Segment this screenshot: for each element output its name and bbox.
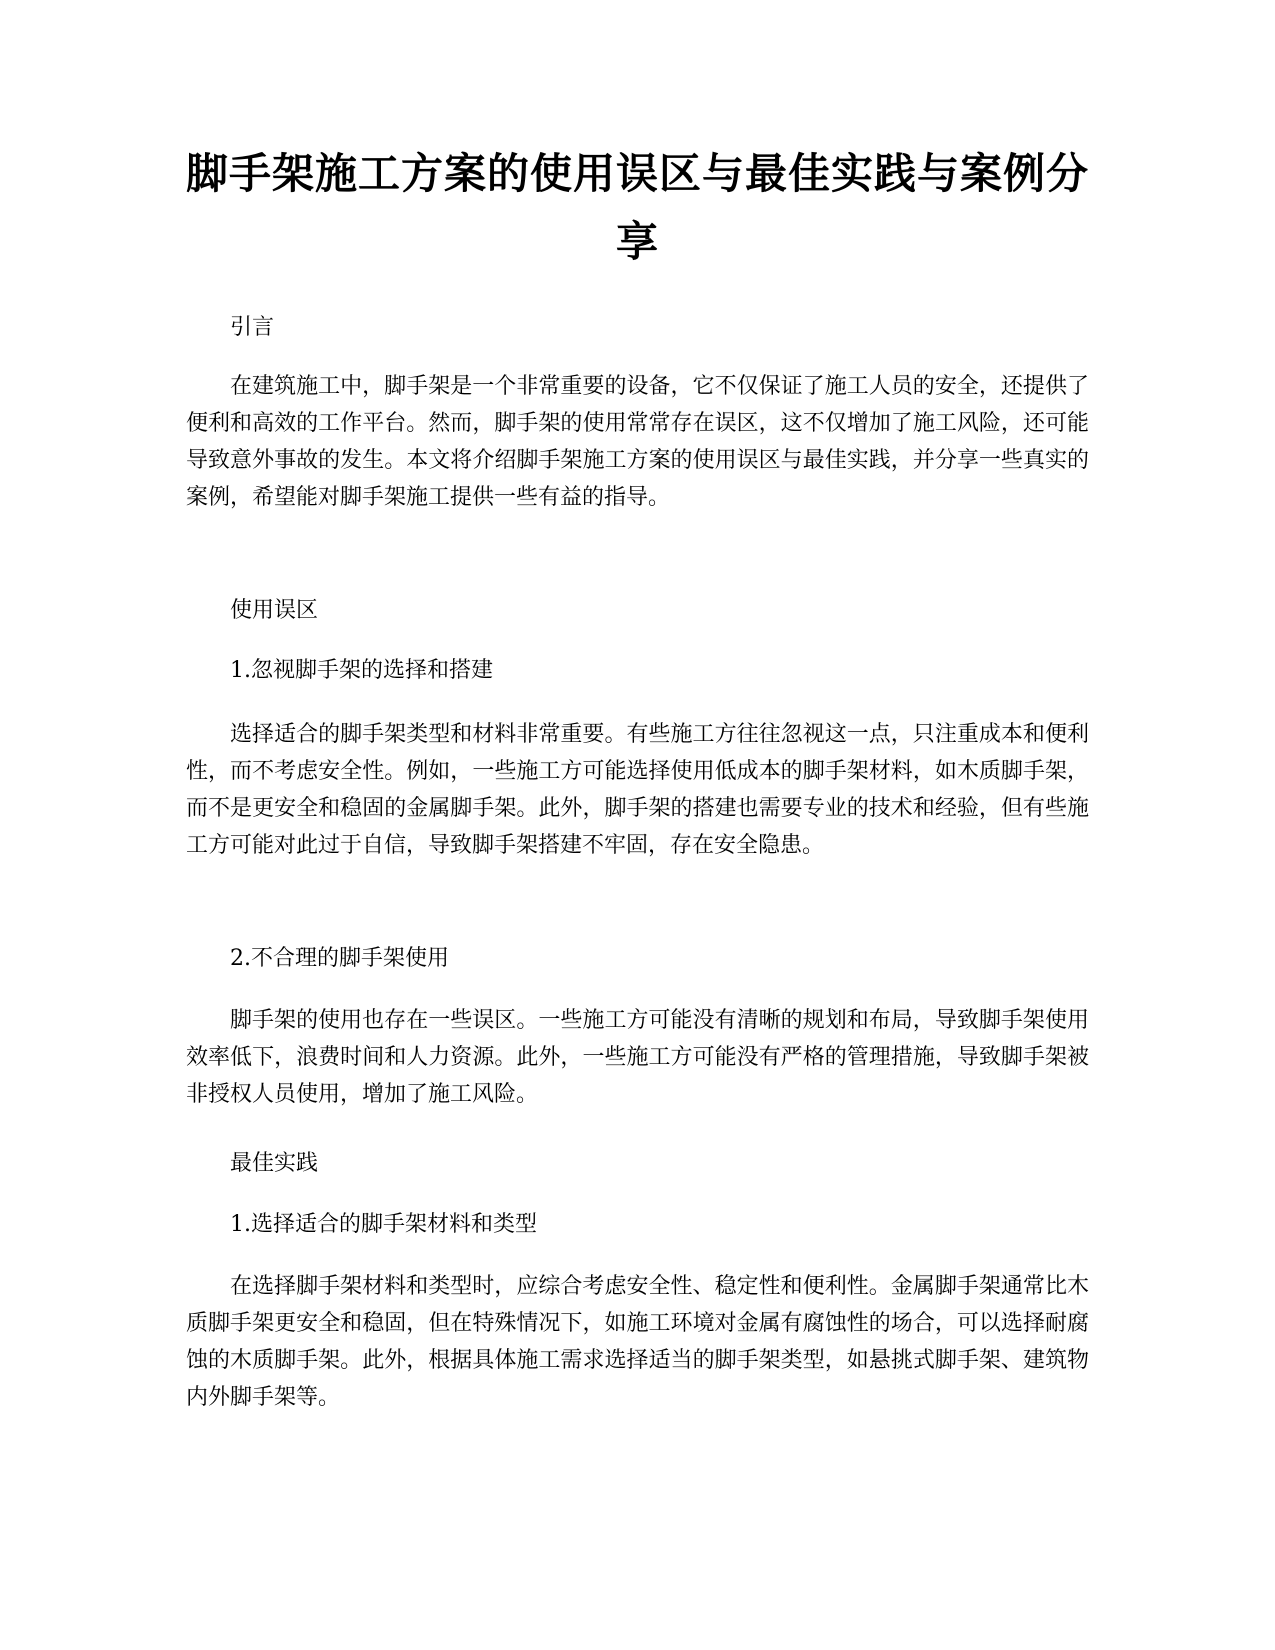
- subheading-misuse-1: 1.忽视脚手架的选择和搭建: [230, 658, 493, 683]
- document-title: 脚手架施工方案的使用误区与最佳实践与案例分享: [185, 149, 1089, 266]
- section-heading-intro: 引言: [230, 315, 275, 340]
- subheading-best-1: 1.选择适合的脚手架材料和类型: [230, 1212, 537, 1237]
- section-heading-best-practices: 最佳实践: [230, 1151, 319, 1176]
- subheading-misuse-2: 2.不合理的脚手架使用: [230, 946, 449, 971]
- paragraph-misuse-1: 选择适合的脚手架类型和材料非常重要。有些施工方往往忽视这一点，只注重成本和便利性，而不考虑安全性。例如，一些施工方可能选择使用低成本的脚手架材料，如木质脚手架，而不是更安全和稳固的金属脚手架。此外，脚手架的搭建也需要专业的技术和经验，但有些施工方可能对此过于自信，导致脚手架搭建不牢固，存在安全隐患。: [186, 722, 1089, 858]
- paragraph-best-1: 在选择脚手架材料和类型时，应综合考虑安全性、稳定性和便利性。金属脚手架通常比木质脚手架更安全和稳固，但在特殊情况下，如施工环境对金属有腐蚀性的场合，可以选择耐腐蚀的木质脚手架。此外，根据具体施工需求选择适当的脚手架类型，如悬挑式脚手架、建筑物内外脚手架等。: [186, 1274, 1089, 1410]
- section-heading-misuse: 使用误区: [230, 598, 319, 623]
- paragraph-intro: 在建筑施工中，脚手架是一个非常重要的设备，它不仅保证了施工人员的安全，还提供了便利和高效的工作平台。然而，脚手架的使用常常存在误区，这不仅增加了施工风险，还可能导致意外事故的发生。本文将介绍脚手架施工方案的使用误区与最佳实践，并分享一些真实的案例，希望能对脚手架施工提供一些有益的指导。: [186, 374, 1089, 510]
- paragraph-misuse-2: 脚手架的使用也存在一些误区。一些施工方可能没有清晰的规划和布局，导致脚手架使用效率低下，浪费时间和人力资源。此外，一些施工方可能没有严格的管理措施，导致脚手架被非授权人员使用，增加了施工风险。: [186, 1008, 1089, 1107]
